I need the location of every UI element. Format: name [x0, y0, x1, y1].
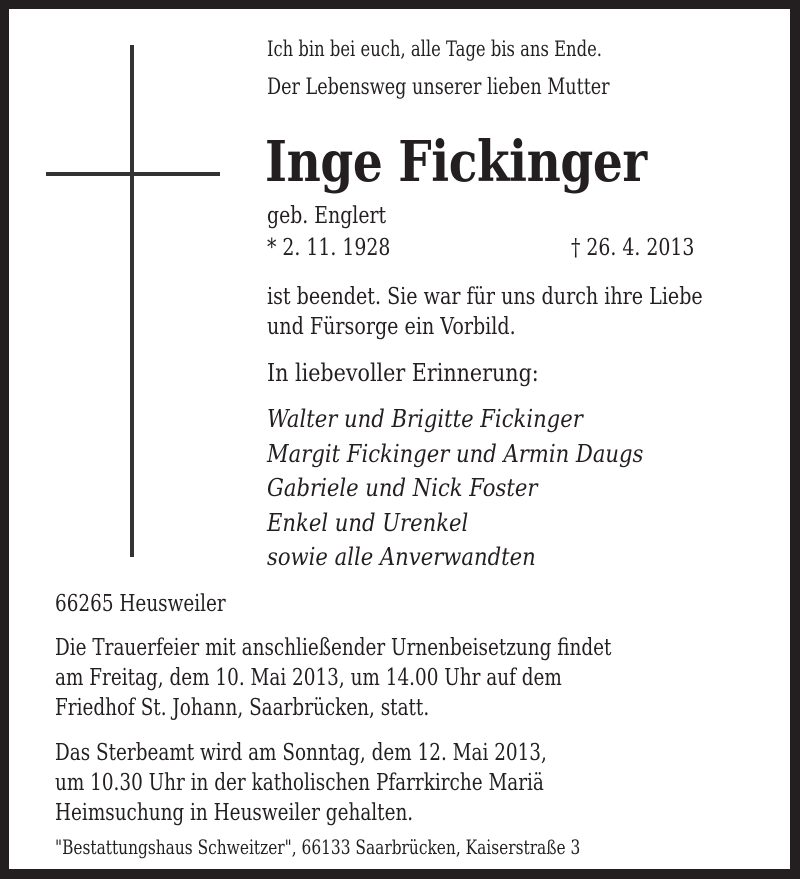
place-line: 66265 Heusweiler [55, 591, 226, 617]
mass-line: um 10.30 Uhr in der katholischen Pfarrkirche Mariä [55, 770, 544, 796]
birth-date: * 2. 11. 1928 [267, 235, 391, 261]
funeral-info [55, 633, 611, 723]
mourner-line: Margit Fickinger und Armin Daugs [267, 439, 644, 468]
obituary-notice [9, 9, 790, 869]
tribute-line: und Fürsorge ein Vorbild. [267, 314, 516, 340]
maiden-name: geb. Englert [267, 203, 387, 229]
funeral-line: am Freitag, dem 10. Mai 2013, um 14.00 Uhr auf dem [55, 665, 562, 691]
tribute-text [267, 282, 703, 342]
mourner-line: Gabriele und Nick Foster [267, 474, 538, 502]
undertaker-line: "Bestattungshaus Schweitzer", 66133 Saarbrücken, Kaiserstraße 3 [55, 835, 581, 859]
funeral-line: Die Trauerfeier mit anschließender Urnenbeisetzung findet [55, 635, 612, 661]
mourners-list [267, 402, 643, 575]
mourner-line: Walter und Brigitte Fickinger [267, 405, 583, 433]
mass-line: Heimsuchung in Heusweiler gehalten. [55, 800, 414, 826]
mourner-line: sowie alle Anverwandten [267, 543, 536, 571]
intro-line: Der Lebensweg unserer lieben Mutter [267, 75, 610, 100]
remembrance-heading: In liebevoller Erinnerung: [267, 359, 539, 387]
motto-verse: Ich bin bei euch, alle Tage bis ans Ende. [267, 37, 602, 61]
mourner-line: Enkel und Urenkel [267, 508, 469, 537]
death-date: † 26. 4. 2013 [571, 235, 695, 261]
requiem-mass-info [55, 738, 547, 828]
mass-line: Das Sterbeamt wird am Sonntag, dem 12. Mai 2013, [55, 740, 547, 766]
tribute-line: ist beendet. Sie war für uns durch ihre Liebe [267, 284, 703, 310]
cross-icon-vertical-bar [130, 45, 134, 557]
funeral-line: Friedhof St. Johann, Saarbrücken, statt. [55, 695, 430, 721]
deceased-name: Inge Fickinger [265, 129, 647, 195]
cross-icon-horizontal-bar [46, 172, 220, 176]
